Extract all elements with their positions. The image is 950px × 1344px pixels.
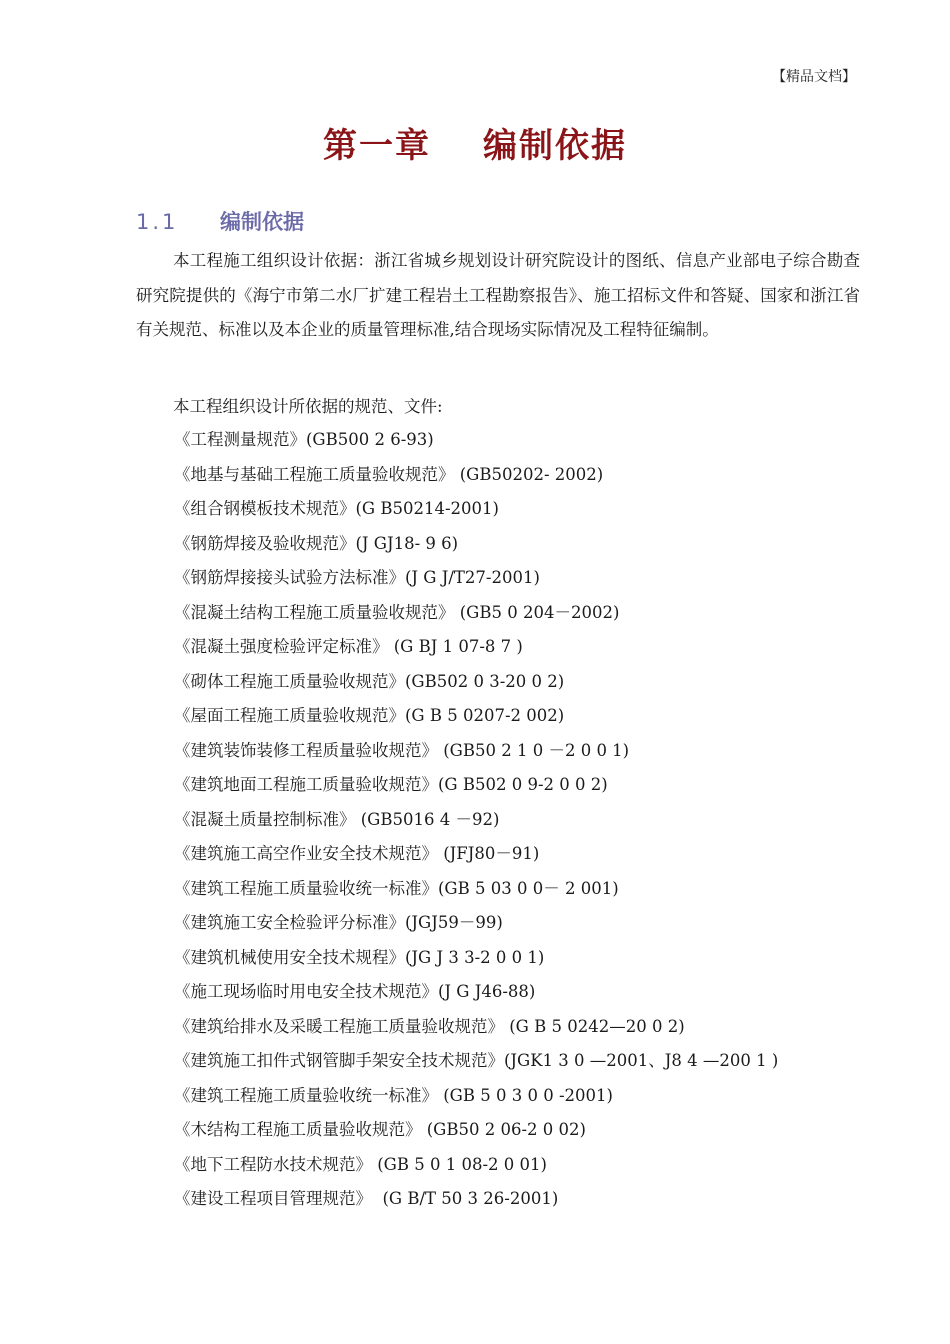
reference-item: 《建筑施工高空作业安全技术规范》 (JFJ80－91) [174, 844, 540, 863]
chapter-title [0, 118, 950, 167]
reference-item: 《建筑工程施工质量验收统一标准》(GB 5 03 0 0－ 2 001) [174, 878, 619, 898]
reference-item: 《建筑装饰装修工程质量验收规范》 (GB50 2 1 0 －2 0 0 1) [174, 740, 630, 760]
section-number: 1.1 [136, 210, 179, 234]
reference-item: 《屋面工程施工质量验收规范》(G B 5 0207-2 002) [174, 706, 565, 725]
section-title: 编制依据 [220, 210, 304, 234]
reference-item: 《建筑施工扣件式钢管脚手架安全技术规范》(JGK1 3 0 —2001、J8 4 —200 1 ) [174, 1051, 779, 1070]
intro-paragraph: 本工程施工组织设计依据：浙江省城乡规划设计研究院设计的图纸、信息产业部电子综合勘查研究院提供的《海宁市第二水厂扩建工程岩土工程勘察报告》、施工招标文件和答疑、国家和浙江省有关规范、标准以及本企业的质量管理标准,结合现场实际情况及工程特征编制。 [136, 251, 860, 339]
chapter-number: 第一章 [323, 126, 431, 166]
reference-item: 《混凝土强度检验评定标准》 (G BJ 1 07-8 7 ) [174, 637, 523, 656]
reference-list [174, 423, 874, 1217]
reference-item: 《钢筋焊接接头试验方法标准》(J G J/T27-2001) [174, 568, 540, 587]
reference-item: 《混凝土质量控制标准》 (GB5016 4 －92) [174, 809, 500, 829]
reference-item: 《施工现场临时用电安全技术规范》(J G J46-88) [174, 982, 536, 1001]
reference-item: 《地下工程防水技术规范》 (GB 5 0 1 08-2 0 01) [174, 1154, 547, 1174]
reference-list-intro: 本工程组织设计所依据的规范、文件: [173, 397, 443, 416]
reference-item: 《工程测量规范》(GB500 2 6-93) [174, 430, 434, 449]
reference-item: 《混凝土结构工程施工质量验收规范》 (GB5 0 204－2002) [174, 602, 620, 622]
reference-item: 《砌体工程施工质量验收规范》(GB502 0 3-20 0 2) [174, 671, 565, 691]
reference-item: 《建筑给排水及采暖工程施工质量验收规范》 (G B 5 0242—20 0 2) [174, 1016, 685, 1036]
reference-item: 《建筑施工安全检验评分标准》(JGJ59－99) [174, 913, 503, 932]
header-tag: 【精品文档】 [772, 69, 856, 85]
reference-item: 《组合钢模板技术规范》(G B50214-2001) [174, 499, 499, 518]
reference-item: 《建筑工程施工质量验收统一标准》 (GB 5 0 3 0 0 -2001) [174, 1085, 613, 1105]
reference-item: 《建筑机械使用安全技术规程》(JG J 3 3-2 0 0 1) [174, 947, 545, 967]
chapter-name: 编制依据 [483, 126, 627, 166]
reference-item: 《建筑地面工程施工质量验收规范》(G B502 0 9-2 0 0 2) [174, 775, 608, 794]
reference-item: 《建设工程项目管理规范》 (G B/T 50 3 26-2001) [174, 1189, 559, 1208]
reference-item: 《木结构工程施工质量验收规范》 (GB50 2 06-2 0 02) [174, 1120, 586, 1139]
section-heading [136, 206, 304, 236]
reference-item: 《地基与基础工程施工质量验收规范》 (GB50202- 2002) [174, 464, 604, 484]
reference-item: 《钢筋焊接及验收规范》(J GJ18- 9 6) [174, 533, 459, 553]
